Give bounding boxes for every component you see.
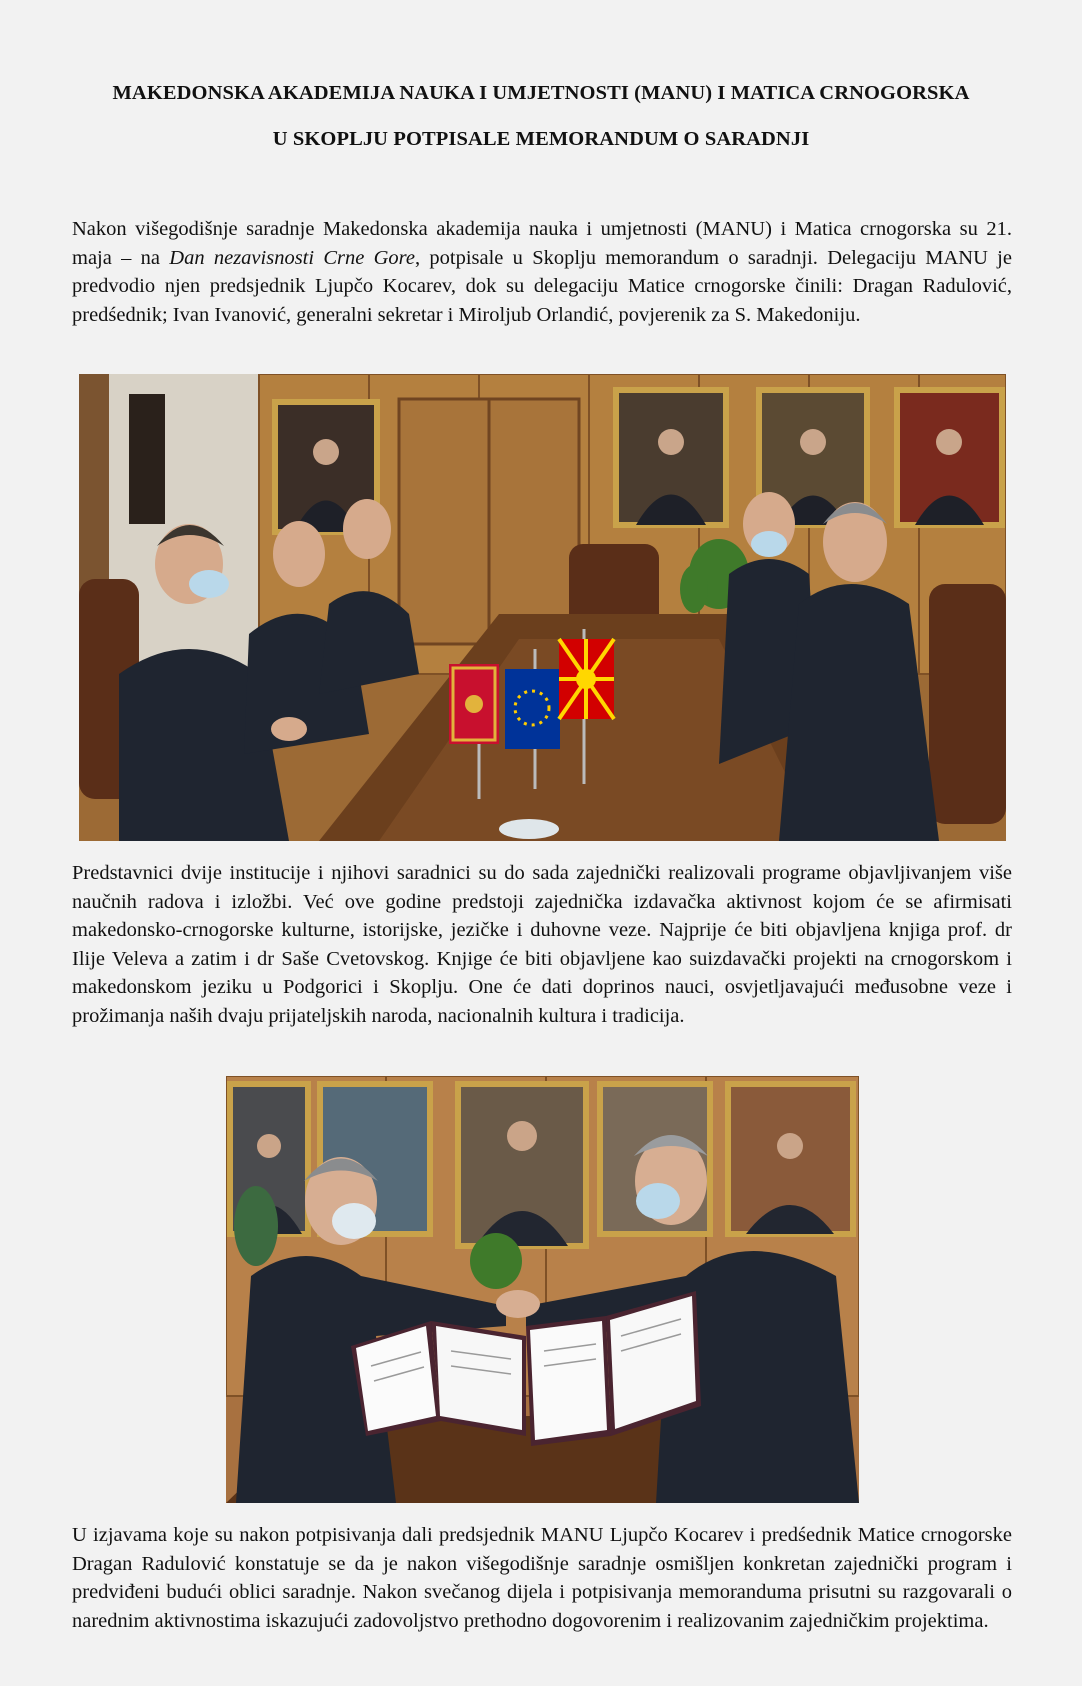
intro-text-italic: Dan nezavisnosti Crne Gore	[169, 246, 415, 269]
body-paragraph-2: Predstavnici dvije institucije i njihovi saradnici su do sada zajednički realizovali programe objavljivanjem više naučnih radova i izložbi. Već ove godine predstoji zajednička izdavačka aktivnost kojom će se afirmisati makedonsko-crnogorske kulturne, istorijske, jezičke i duhovne veze. Najprije će biti objavljena knjiga prof. dr Ilije Veleva a zatim i dr Saše Cvetovskog. Knjige će biti objavljene kao suizdavački projekti na crnogorskom i makedonskom jeziku u Podgorici i Skoplju. One će dati doprinos nauci, osvjetljavajući međusobne veze i prožimanja naših dvaju prijateljskih naroda, nacionalnih kultura i tradicija.	[72, 862, 1012, 1027]
signing-photo	[226, 1076, 859, 1503]
intro-text-end: , potpisale u Skoplju memorandum o saradnji. Delegaciju MANU je predvodio njen predsjednik Ljupčo Kocarev, dok su delegaciju Matice crnogorske činili: Dragan Radulović, predśednik; Ivan Ivanović, generalni sekretar i Miroljub Orlandić, povjerenik za S. Makedoniju.	[72, 246, 1012, 326]
meeting-photo	[79, 374, 1006, 841]
title-line-2: U SKOPLJU POTPISALE MEMORANDUM O SARADNJI	[272, 128, 810, 150]
body-paragraph-3: U izjavama koje su nakon potpisivanja dali predsjednik MANU Ljupčo Kocarev i predśednik Matice crnogorske Dragan Radulović konstatuje se da je nakon višegodišnje saradnje osmišljen konkretan zajednički program i predviđeni budući oblici saradnje. Nakon svečanog dijela i potpisivanja memoranduma prisutni su razgovarali o narednim aktivnostima iskazujući zadovoljstvo prethodno dogovorenim i realizovanim zajedničkim projektima.	[72, 1524, 1012, 1632]
title-line-1: MAKEDONSKA AKADEMIJA NAUKA I UMJETNOSTI (MANU) I MATICA CRNOGORSKA	[112, 82, 970, 104]
intro-paragraph	[72, 215, 1012, 329]
intro-text-start: Nakon višegodišnje saradnje Makedonska akademija nauka i umjetnosti (MANU) i Matica crnogorska su 21. maja – na	[72, 218, 1012, 269]
